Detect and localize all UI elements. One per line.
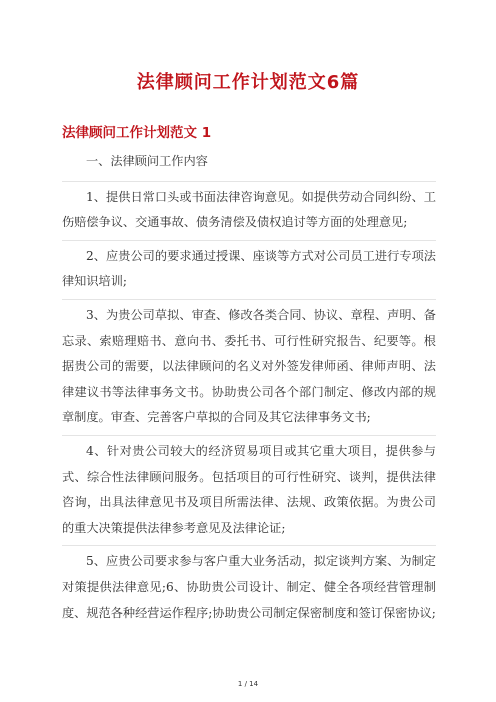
paragraph-item-3: 3、为贵公司草拟、审查、修改各类合同、协议、章程、声明、备忘录、索赔理赔书、意向书、委托书、可行性研究报告、纪要等。根据贵公司的需要，以法律顾问的名义对外签发律师函、律师声明、法律建议书等法律事务文书。协助贵公司各个部门制定、修改内部的规章制度。审查、完善客户草拟的合同及其它法律事务文书;: [62, 300, 436, 436]
paragraph-item-2: 2、应贵公司的要求通过授课、座谈等方式对公司员工进行专项法律知识培训;: [62, 241, 436, 300]
document-title: 法律顾问工作计划范文6篇: [136, 72, 360, 93]
section-title: 法律顾问工作计划范文 1: [62, 125, 212, 141]
document-body: [62, 145, 436, 630]
page-number: 1 / 14: [237, 680, 259, 688]
paragraph-item-1: 1、提供日常口头或书面法律咨询意见。如提供劳动合同纠纷、工伤赔偿争议、交通事故、债务清偿及债权追讨等方面的处理意见;: [62, 182, 436, 241]
paragraph-item-5: 5、应贵公司要求参与客户重大业务活动，拟定谈判方案、为制定对策提供法律意见;6、协助贵公司设计、制定、健全各项经营管理制度、规范各种经营运作程序;协助贵公司制定保密制度和签订保密协议;: [62, 554, 436, 620]
paragraph-item-4: 4、针对贵公司较大的经济贸易项目或其它重大项目，提供参与式、综合性法律顾问服务。包括项目的可行性研究、谈判，提供法律咨询，出具法律意见书及项目所需法律、法规、政策依据。为贵公司的重大决策提供法律参考意见及法律论证;: [62, 436, 436, 546]
paragraph-heading: 一、法律顾问工作内容: [62, 145, 436, 182]
